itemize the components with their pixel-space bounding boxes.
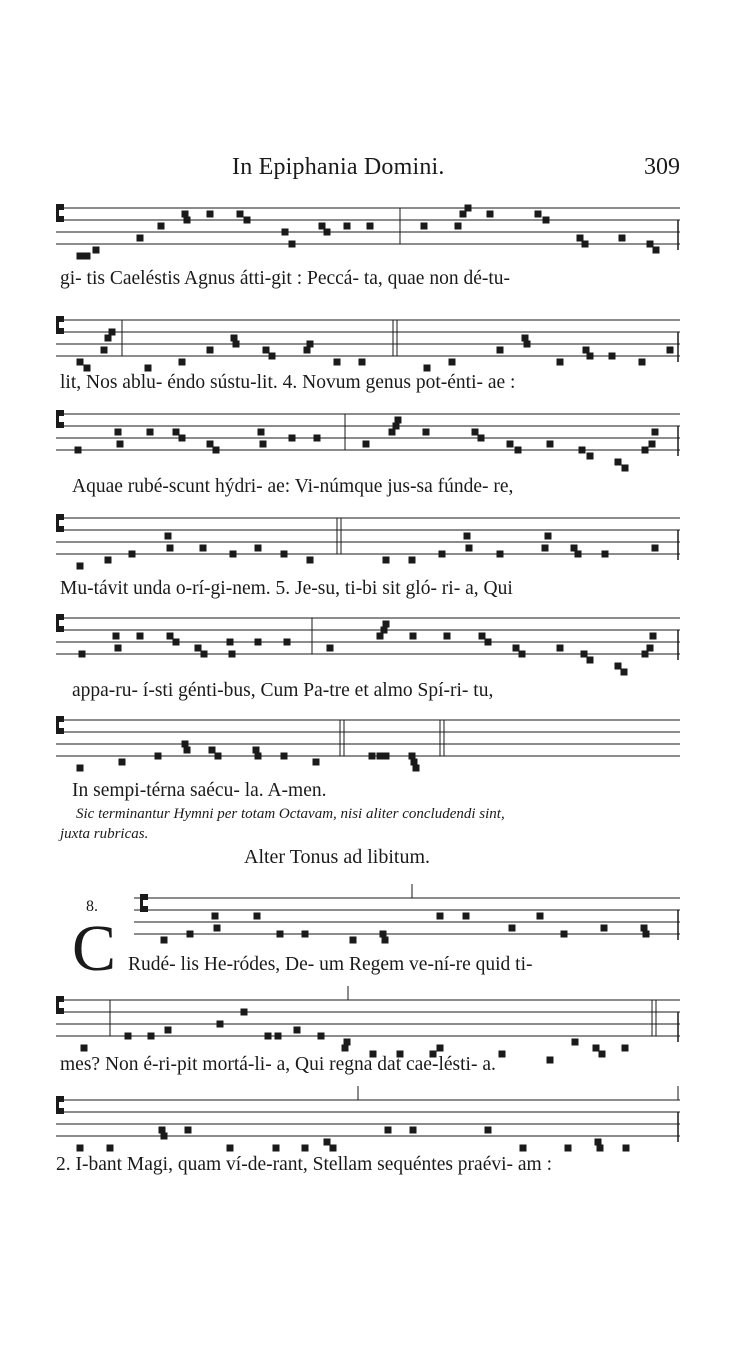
neume-note (185, 1127, 192, 1134)
neume-note (158, 223, 165, 230)
neume-note (255, 753, 262, 760)
neume-note (383, 621, 390, 628)
neume-note (524, 341, 531, 348)
neume-note (227, 639, 234, 646)
neume-note (547, 441, 554, 448)
neume-note (597, 1145, 604, 1152)
lyric-line-4: Mu-távit unda o-rí-gi-nem. 5. Je-su, ti-bi sit gló- ri- a, Qui (60, 578, 513, 599)
staff-5 (0, 608, 740, 668)
neume-note (281, 753, 288, 760)
neume-note (195, 645, 202, 652)
neume-note (241, 1009, 248, 1016)
neume-note (255, 639, 262, 646)
neume-note (215, 753, 222, 760)
neume-note (119, 759, 126, 766)
neume-note (413, 765, 420, 772)
neume-note (543, 217, 550, 224)
neume-note (258, 429, 265, 436)
neume-note (587, 453, 594, 460)
neume-note (615, 459, 622, 466)
neume-note (342, 1045, 349, 1052)
neume-note (117, 441, 124, 448)
neume-note (179, 435, 186, 442)
neume-note (79, 651, 86, 658)
neume-note (84, 365, 91, 372)
neume-note (212, 913, 219, 920)
neume-note (294, 1027, 301, 1034)
c-clef (59, 1108, 64, 1114)
c-clef (59, 422, 64, 428)
c-clef (56, 614, 59, 632)
neume-note (227, 1145, 234, 1152)
lyric-line-6: In sempi-térna saécu- la. A-men. (72, 780, 327, 801)
neume-note (263, 347, 270, 354)
neume-note (557, 359, 564, 366)
neume-note (583, 347, 590, 354)
neume-note (602, 551, 609, 558)
neume-note (389, 429, 396, 436)
neume-note (184, 217, 191, 224)
c-clef (56, 204, 59, 222)
neume-note (81, 1045, 88, 1052)
c-clef (59, 316, 64, 322)
neume-note (148, 1033, 155, 1040)
c-clef (56, 410, 59, 428)
neume-note (77, 563, 84, 570)
neume-note (561, 931, 568, 938)
neume-note (535, 211, 542, 218)
neume-note (182, 211, 189, 218)
neume-note (281, 551, 288, 558)
neume-note (324, 229, 331, 236)
neume-note (369, 753, 376, 760)
neume-note (385, 1127, 392, 1134)
lyric-line-5: appa-ru- í-sti génti-bus, Cum Pa-tre et almo Spí-ri- tu, (72, 680, 494, 701)
neume-note (667, 347, 674, 354)
neume-note (350, 937, 357, 944)
c-clef (56, 716, 59, 734)
neume-note (449, 359, 456, 366)
neume-note (621, 669, 628, 676)
neume-note (409, 557, 416, 564)
neume-note (499, 1051, 506, 1058)
neume-note (115, 429, 122, 436)
staff-2 (0, 310, 740, 370)
neume-note (639, 359, 646, 366)
neume-note (619, 235, 626, 242)
c-clef (59, 614, 64, 620)
neume-note (393, 423, 400, 430)
neume-note (109, 329, 116, 336)
neume-note (159, 1127, 166, 1134)
neume-note (253, 747, 260, 754)
neume-note (650, 633, 657, 640)
neume-note (214, 925, 221, 932)
neume-note (507, 441, 514, 448)
neume-note (601, 925, 608, 932)
neume-note (314, 435, 321, 442)
neume-note (77, 359, 84, 366)
page-title: In Epiphania Domini. (232, 154, 445, 180)
drop-cap-initial: C (72, 912, 117, 985)
rubric-line-1: Sic terminantur Hymni per totam Octavam, nisi aliter concludendi sint, (76, 806, 505, 822)
c-clef (56, 514, 59, 532)
neume-note (275, 1033, 282, 1040)
c-clef (143, 906, 148, 912)
neume-note (273, 1145, 280, 1152)
neume-note (200, 545, 207, 552)
neume-note (165, 533, 172, 540)
neume-note (410, 1127, 417, 1134)
neume-note (260, 441, 267, 448)
alt-lyric-line-3: 2. I-bant Magi, quam ví-de-rant, Stellam sequéntes praévi- am : (56, 1154, 553, 1175)
neume-note (313, 759, 320, 766)
neume-note (302, 931, 309, 938)
neume-note (277, 931, 284, 938)
neume-note (520, 1145, 527, 1152)
neume-note (485, 1127, 492, 1134)
c-clef (59, 1008, 64, 1014)
lyric-line-1: gi- tis Caeléstis Agnus átti-git : Peccá- ta, quae non dé-tu- (60, 268, 511, 289)
section-heading: Alter Tonus ad libitum. (244, 846, 430, 868)
neume-note (105, 557, 112, 564)
c-clef (59, 514, 64, 520)
c-clef (59, 626, 64, 632)
neume-note (230, 551, 237, 558)
neume-note (77, 1145, 84, 1152)
neume-note (623, 1145, 630, 1152)
neume-note (571, 545, 578, 552)
neume-note (155, 753, 162, 760)
c-clef (59, 204, 64, 210)
neume-note (652, 545, 659, 552)
neume-note (302, 1145, 309, 1152)
neume-note (254, 913, 261, 920)
staff-3 (0, 404, 740, 464)
neume-note (207, 347, 214, 354)
neume-note (167, 545, 174, 552)
neume-note (649, 441, 656, 448)
neume-note (622, 1045, 629, 1052)
neume-note (244, 217, 251, 224)
neume-note (327, 645, 334, 652)
c-clef (56, 1096, 59, 1114)
neume-note (455, 223, 462, 230)
neume-note (460, 211, 467, 218)
neume-note (575, 551, 582, 558)
neume-note (129, 551, 136, 558)
neume-note (542, 545, 549, 552)
neume-note (609, 353, 616, 360)
neume-note (367, 223, 374, 230)
neume-note (599, 1051, 606, 1058)
neume-note (437, 1045, 444, 1052)
neume-note (557, 645, 564, 652)
neume-note (231, 335, 238, 342)
neume-note (307, 557, 314, 564)
neume-note (643, 931, 650, 938)
c-clef (143, 894, 148, 900)
neume-note (421, 223, 428, 230)
neume-note (424, 365, 431, 372)
neume-note (147, 429, 154, 436)
neume-note (237, 211, 244, 218)
neume-note (324, 1139, 331, 1146)
neume-note (165, 1027, 172, 1034)
neume-note (437, 913, 444, 920)
neume-note (304, 347, 311, 354)
neume-note (179, 359, 186, 366)
neume-note (537, 913, 544, 920)
neume-note (383, 557, 390, 564)
neume-note (93, 247, 100, 254)
neume-note (107, 1145, 114, 1152)
alt-staff-1 (0, 888, 740, 948)
neume-note (330, 1145, 337, 1152)
neume-note (587, 657, 594, 664)
neume-note (344, 223, 351, 230)
neume-note (652, 429, 659, 436)
neume-note (593, 1045, 600, 1052)
neume-note (334, 359, 341, 366)
neume-note (472, 429, 479, 436)
neume-note (581, 651, 588, 658)
neume-note (137, 235, 144, 242)
neume-note (395, 417, 402, 424)
neume-note (284, 639, 291, 646)
neume-note (207, 211, 214, 218)
neume-note (161, 937, 168, 944)
mode-number: 8. (86, 898, 98, 915)
neume-note (184, 747, 191, 754)
neume-note (515, 447, 522, 454)
staff-1 (0, 198, 740, 258)
neume-note (513, 645, 520, 652)
neume-note (377, 633, 384, 640)
neume-note (579, 447, 586, 454)
neume-note (377, 753, 384, 760)
neume-note (213, 447, 220, 454)
neume-note (145, 365, 152, 372)
neume-note (565, 1145, 572, 1152)
neume-note (423, 429, 430, 436)
alt-lyric-line-1: Rudé- lis He-ródes, De- um Regem ve-ní-re quid ti- (128, 954, 533, 975)
neume-note (173, 639, 180, 646)
c-clef (140, 894, 143, 912)
neume-note (522, 335, 529, 342)
alt-staff-3 (0, 1090, 740, 1150)
neume-note (289, 241, 296, 248)
neume-note (209, 747, 216, 754)
neume-note (497, 551, 504, 558)
c-clef (59, 410, 64, 416)
c-clef (56, 996, 59, 1014)
neume-note (359, 359, 366, 366)
neume-note (201, 651, 208, 658)
neume-note (113, 633, 120, 640)
c-clef (59, 328, 64, 334)
neume-note (307, 341, 314, 348)
neume-note (77, 253, 84, 260)
neume-note (233, 341, 240, 348)
neume-note (255, 545, 262, 552)
neume-note (587, 353, 594, 360)
page-number: 309 (644, 154, 680, 180)
lyric-line-2: lit, Nos ablu- éndo sústu-lit. 4. Novum genus pot-énti- ae : (60, 372, 516, 393)
c-clef (59, 996, 64, 1002)
neume-note (161, 1133, 168, 1140)
alt-staff-2 (0, 990, 740, 1050)
neume-note (167, 633, 174, 640)
neume-note (641, 925, 648, 932)
neume-note (105, 335, 112, 342)
staff-4 (0, 508, 740, 568)
neume-note (101, 347, 108, 354)
neume-note (411, 759, 418, 766)
neume-note (577, 235, 584, 242)
neume-note (572, 1039, 579, 1046)
rubric-line-2: juxta rubricas. (60, 826, 149, 842)
neume-note (582, 241, 589, 248)
neume-note (463, 913, 470, 920)
neume-note (125, 1033, 132, 1040)
neume-note (318, 1033, 325, 1040)
c-clef (59, 1096, 64, 1102)
neume-note (380, 931, 387, 938)
neume-note (439, 551, 446, 558)
neume-note (84, 253, 91, 260)
neume-note (381, 627, 388, 634)
c-clef (59, 728, 64, 734)
neume-note (115, 645, 122, 652)
neume-note (289, 435, 296, 442)
neume-note (383, 753, 390, 760)
neume-note (545, 533, 552, 540)
alt-lyric-line-2: mes? Non é-ri-pit mortá-li- a, Qui regna dat cae-lésti- a. (60, 1054, 496, 1075)
neume-note (478, 435, 485, 442)
neume-note (595, 1139, 602, 1146)
staff-6 (0, 710, 740, 770)
c-clef (59, 716, 64, 722)
neume-note (344, 1039, 351, 1046)
neume-note (653, 247, 660, 254)
neume-note (409, 753, 416, 760)
neume-note (485, 639, 492, 646)
neume-note (319, 223, 326, 230)
neume-note (444, 633, 451, 640)
neume-note (269, 353, 276, 360)
neume-note (187, 931, 194, 938)
neume-note (642, 651, 649, 658)
neume-note (509, 925, 516, 932)
neume-note (466, 545, 473, 552)
page-header (0, 154, 740, 188)
neume-note (75, 447, 82, 454)
neume-note (642, 447, 649, 454)
neume-note (615, 663, 622, 670)
neume-note (217, 1021, 224, 1028)
neume-note (137, 633, 144, 640)
neume-note (497, 347, 504, 354)
neume-note (547, 1057, 554, 1064)
lyric-line-3: Aquae rubé-scunt hýdri- ae: Vi-númque jus-sa fúnde- re, (72, 476, 514, 497)
neume-note (173, 429, 180, 436)
neume-note (622, 465, 629, 472)
neume-note (207, 441, 214, 448)
neume-note (363, 441, 370, 448)
neume-note (465, 205, 472, 212)
neume-note (647, 241, 654, 248)
neume-note (487, 211, 494, 218)
c-clef (56, 316, 59, 334)
neume-note (282, 229, 289, 236)
neume-note (410, 633, 417, 640)
c-clef (59, 216, 64, 222)
neume-note (647, 645, 654, 652)
neume-note (229, 651, 236, 658)
neume-note (382, 937, 389, 944)
neume-note (77, 765, 84, 772)
neume-note (519, 651, 526, 658)
neume-note (265, 1033, 272, 1040)
neume-note (479, 633, 486, 640)
c-clef (59, 526, 64, 532)
neume-note (464, 533, 471, 540)
neume-note (182, 741, 189, 748)
